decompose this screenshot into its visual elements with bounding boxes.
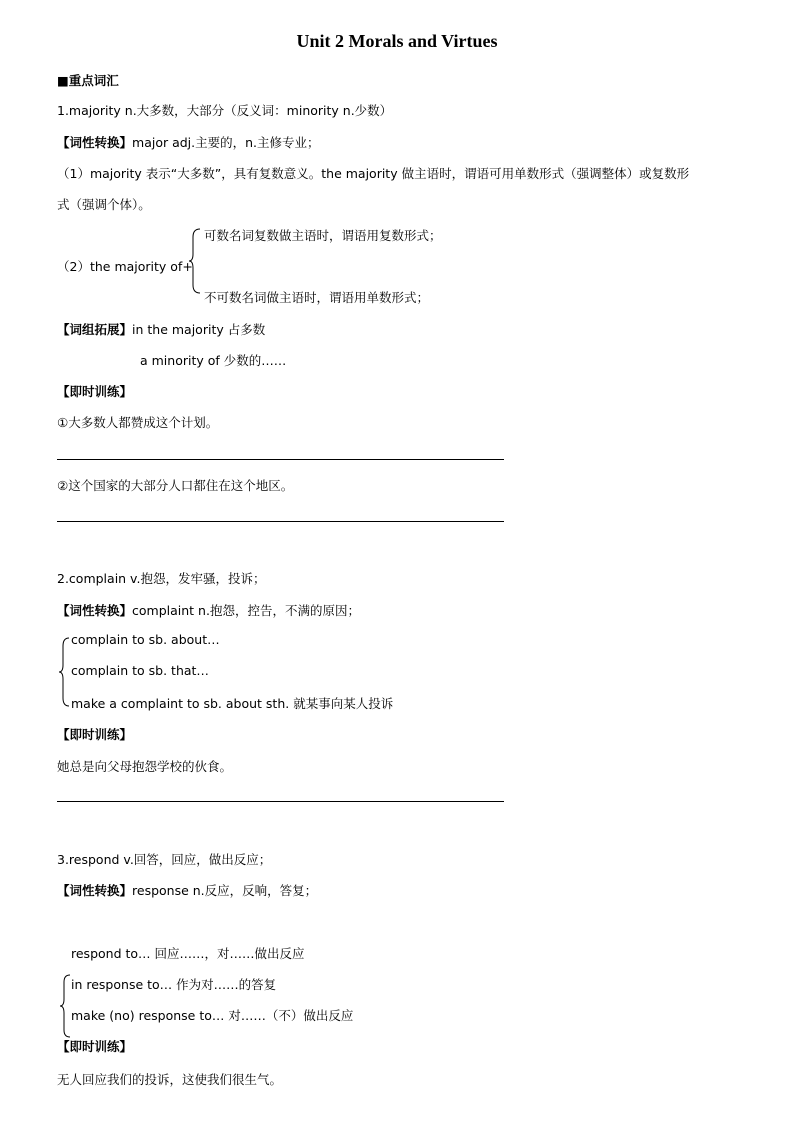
expansion-label: 【词组拓展】 <box>57 322 133 337</box>
item3-practice-label: 【即时训练】 <box>57 1039 133 1054</box>
conversion-label: 【词性转换】 <box>57 883 133 898</box>
page-title: Unit 2 Morals and Virtues <box>296 31 498 51</box>
conversion-label: 【词性转换】 <box>57 135 133 150</box>
item3-phrase2: in response to… 作为对……的答复 <box>71 977 277 992</box>
item1-note2-a: 可数名词复数做主语时，谓语用复数形式； <box>204 228 442 243</box>
item2-phrase1: complain to sb. about… <box>71 632 220 647</box>
item3-conversion <box>57 881 317 899</box>
item1-note1-line1: （1）majority 表示“大多数”，具有复数意义。the majority 做主语时，谓语可用单数形式（强调整体）或复数形 <box>57 166 690 181</box>
item1-heading: 1.majority n.大多数，大部分（反义词：minority n.少数） <box>57 103 393 118</box>
item1-note2-label: （2）the majority of+ <box>57 259 193 274</box>
item3-phrase1: respond to… 回应……，对……做出反应 <box>71 946 305 961</box>
item3-exercise1: 无人回应我们的投诉，这使我们很生气。 <box>57 1072 283 1087</box>
curly-brace-icon <box>188 228 202 294</box>
item1-expansion <box>57 320 265 338</box>
item1-note2-b: 不可数名词做主语时，谓语用单数形式； <box>204 290 430 305</box>
item1-conversion-text: major adj.主要的，n.主修专业； <box>132 135 320 150</box>
curly-brace-icon <box>58 637 70 707</box>
item3-heading: 3.respond v.回答，回应，做出反应； <box>57 852 272 867</box>
item2-exercise1: 她总是向父母抱怨学校的伙食。 <box>57 759 233 774</box>
answer-line[interactable] <box>57 521 504 522</box>
item1-note1-line2: 式（强调个体）。 <box>57 197 151 212</box>
item1-exercise1: ①大多数人都赞成这个计划。 <box>57 415 219 430</box>
item3-phrase3: make (no) response to… 对……（不）做出反应 <box>71 1008 354 1023</box>
item2-conversion <box>57 601 360 619</box>
curly-brace-icon <box>59 974 71 1038</box>
item2-phrase2: complain to sb. that… <box>71 663 209 678</box>
item3-conversion-text: response n.反应，反响，答复； <box>132 883 318 898</box>
conversion-label: 【词性转换】 <box>57 603 133 618</box>
item2-phrase3: make a complaint to sb. about sth. 就某事向某人投诉 <box>71 696 394 711</box>
item1-conversion <box>57 133 320 151</box>
answer-line[interactable] <box>57 459 504 460</box>
item1-phrase1: in the majority 占多数 <box>132 322 266 337</box>
item2-conversion-text: complaint n.抱怨，控告，不满的原因； <box>132 603 360 618</box>
item2-practice-label: 【即时训练】 <box>57 727 133 742</box>
item1-exercise2: ②这个国家的大部分人口都住在这个地区。 <box>57 478 294 493</box>
section-heading: ■重点词汇 <box>57 73 119 88</box>
answer-line[interactable] <box>57 801 504 802</box>
item2-heading: 2.complain v.抱怨，发牢骚，投诉； <box>57 571 266 586</box>
item1-phrase2: a minority of 少数的…… <box>140 353 287 368</box>
item1-practice-label: 【即时训练】 <box>57 384 133 399</box>
